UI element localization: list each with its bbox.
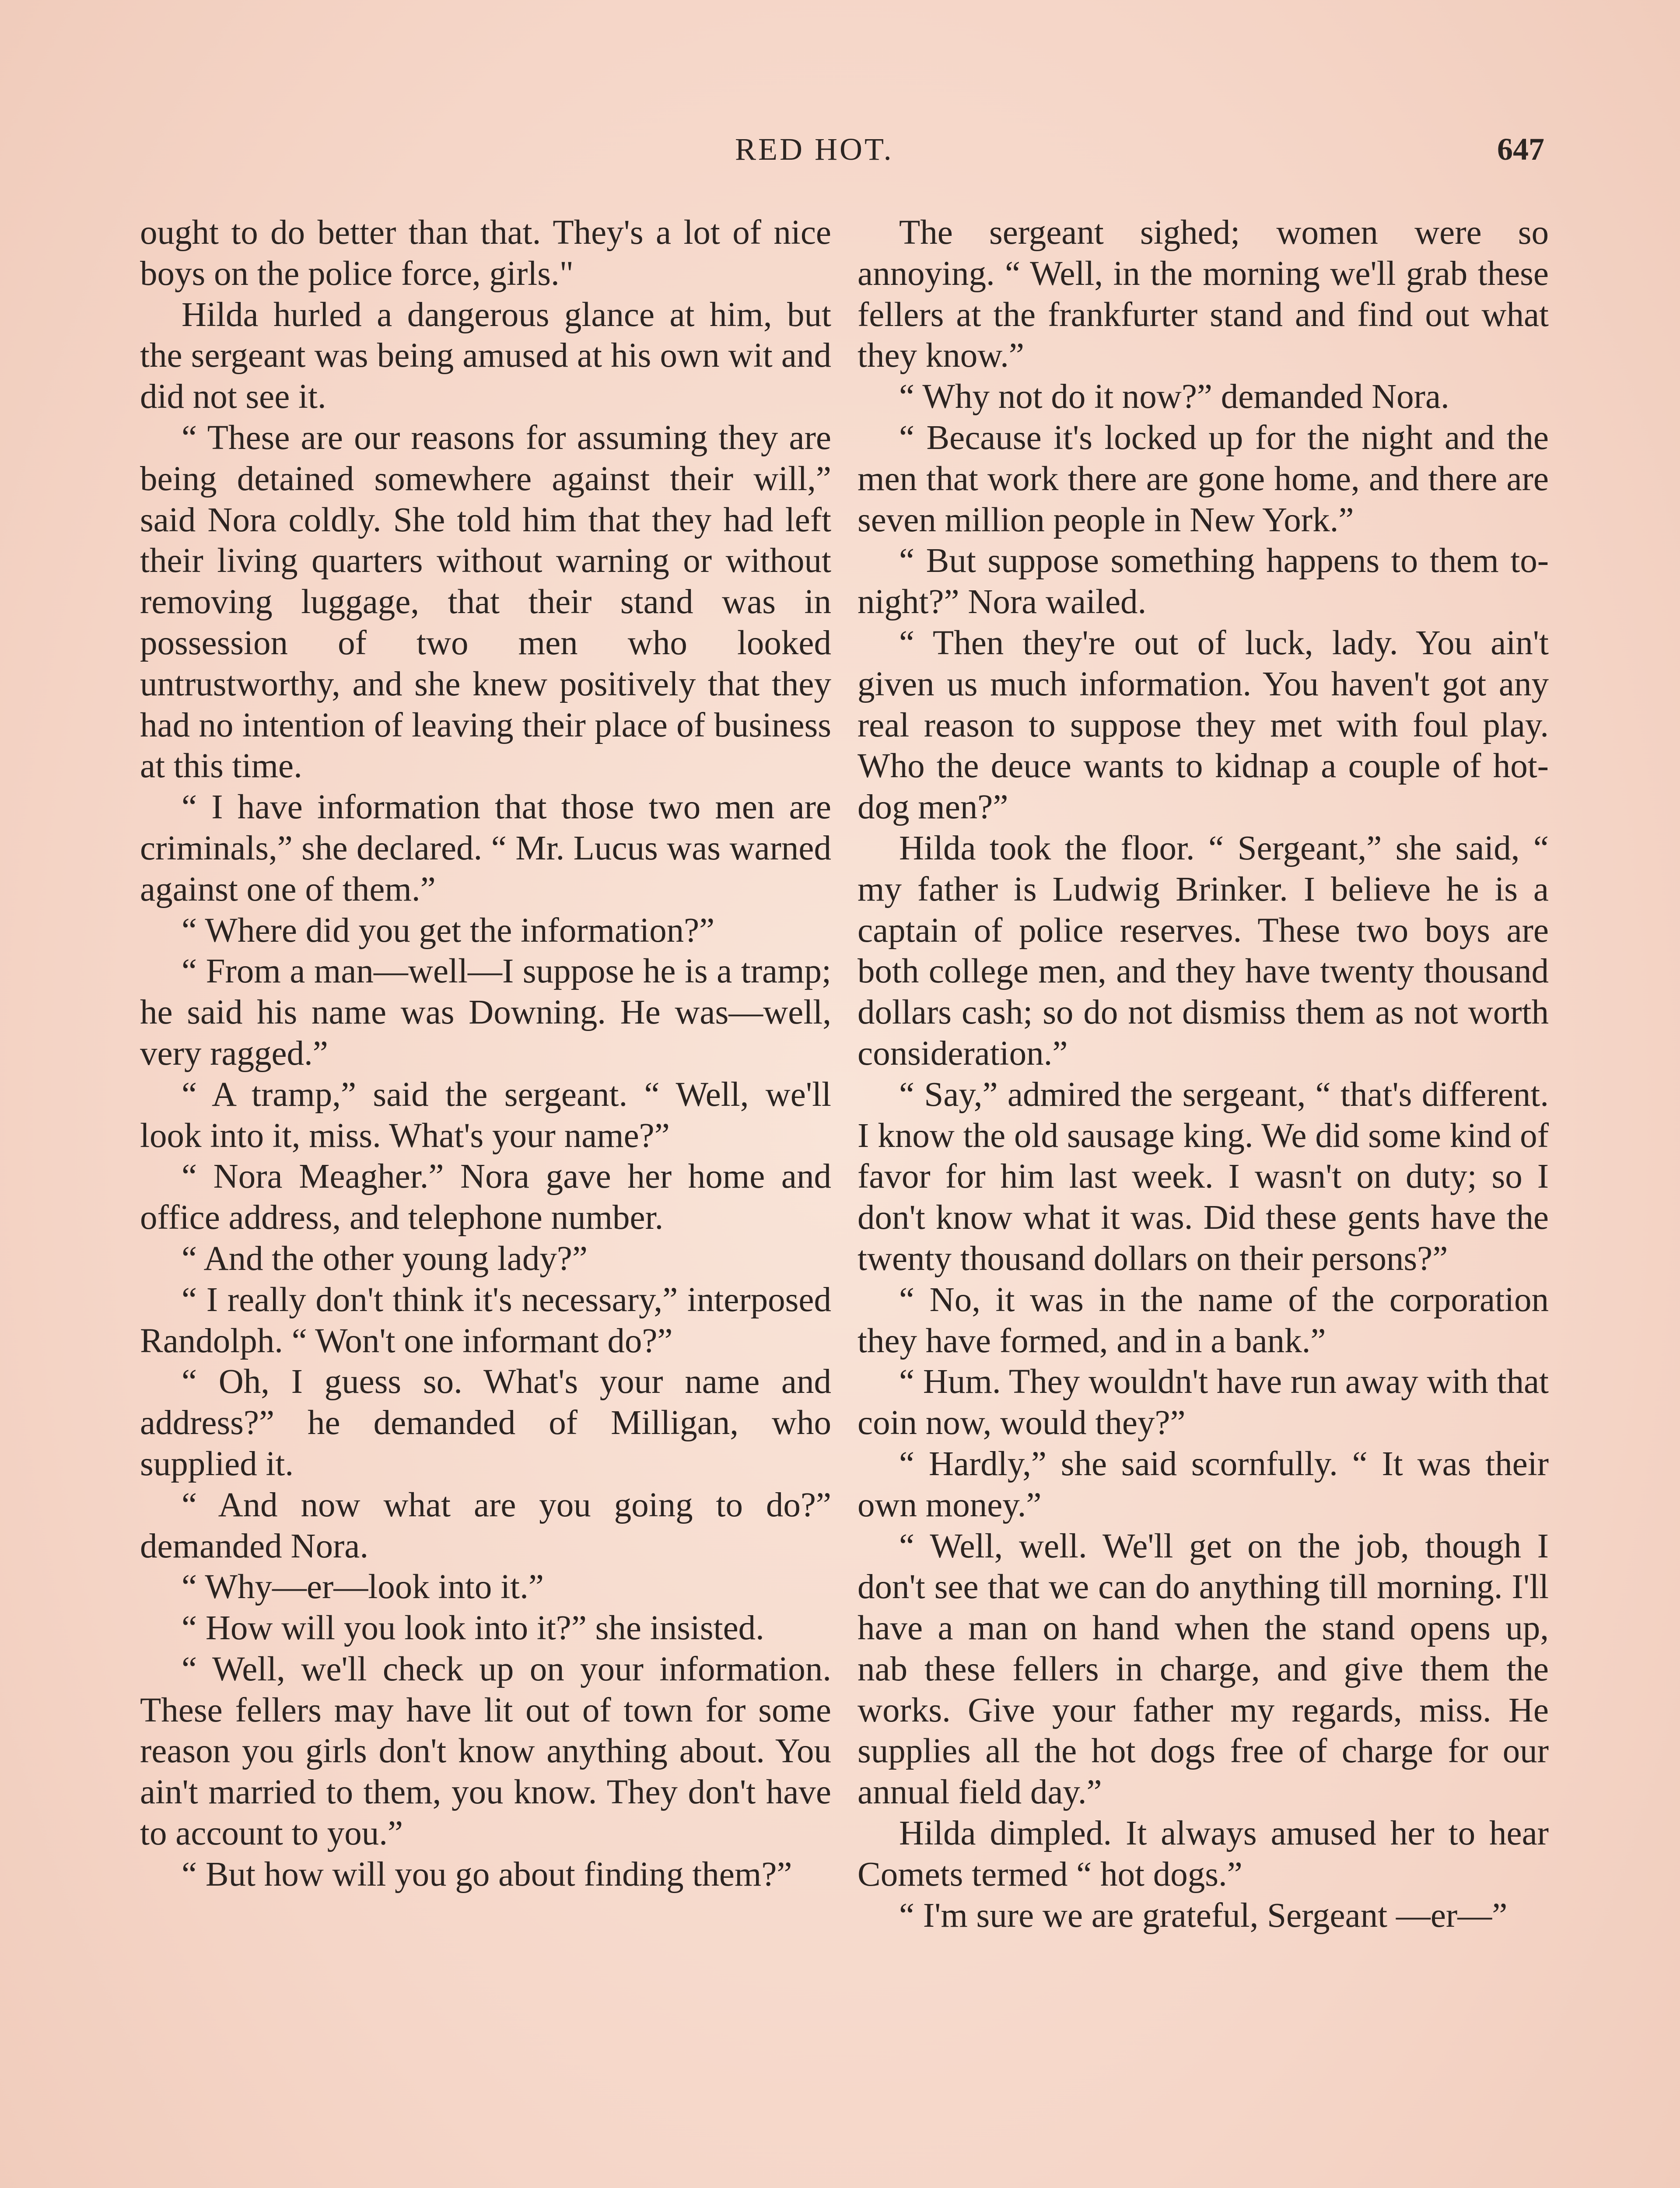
paragraph: “ I'm sure we are grateful, Sergeant —er—”	[899, 1896, 1508, 1935]
paragraph: “ And the other young lady?”	[182, 1239, 588, 1278]
paragraph: “ And now what are you going to do?” demanded Nora.	[140, 1486, 831, 1565]
paragraph: The sergeant sighed; women were so annoying. “ Well, in the morning we'll grab these fellers at the frankfurter stand and find out what they know.”	[858, 214, 1549, 375]
left-text-column	[140, 212, 831, 2188]
paragraph: “ I really don't think it's necessary,” interposed Randolph. “ Won't one informant do?”	[140, 1280, 831, 1360]
paragraph: “ Oh, I guess so. What's your name and address?” he demanded of Milligan, who supplied it.	[140, 1363, 831, 1483]
paragraph: “ Where did you get the information?”	[182, 911, 715, 950]
paragraph: “ Hum. They wouldn't have run away with that coin now, would they?”	[858, 1363, 1549, 1442]
paragraph: ought to do better than that. They's a lot of nice boys on the police force, girls."	[140, 214, 831, 293]
paragraph: “ How will you look into it?” she insisted.	[182, 1609, 764, 1648]
right-text-column	[858, 212, 1549, 2188]
paragraph: “ Say,” admired the sergeant, “ that's different. I know the old sausage king. We did some kind of favor for him last week. I wasn't on duty; so I don't know what it was. Did these gents have the twenty thousand dollars on their persons?”	[858, 1075, 1549, 1278]
paragraph: “ Why—er—look into it.”	[182, 1568, 544, 1606]
paragraph: “ But how will you go about finding them?”	[182, 1855, 792, 1893]
paragraph: “ Then they're out of luck, lady. You ain't given us much information. You haven't got any real reason to suppose they met with foul play. Who the deuce wants to kidnap a couple of hot-dog men?”	[858, 624, 1549, 827]
paragraph: “ I have information that those two men are criminals,” she declared. “ Mr. Lucus was warned against one of them.”	[140, 788, 831, 908]
paragraph: “ Nora Meagher.” Nora gave her home and office address, and telephone number.	[140, 1157, 831, 1237]
paragraph: Hilda hurled a dangerous glance at him, but the sergeant was being amused at his own wit and did not see it.	[140, 295, 831, 416]
paragraph: “ From a man—well—I suppose he is a tramp; he said his name was Downing. He was—well, very ragged.”	[140, 952, 831, 1073]
paragraph: “ But suppose something happens to them to-night?” Nora wailed.	[858, 542, 1549, 621]
paragraph: “ Well, we'll check up on your information. These fellers may have lit out of town for some reason you girls don't know anything about. You ain't married to them, you know. They don't have to account to you.”	[140, 1650, 831, 1853]
paragraph: “ These are our reasons for assuming they are being detained somewhere against their will,” said Nora coldly. She told him that they had left their living quarters without warning or without removing luggage, that their stand was in possession of two men who looked untrustworthy, and she knew positively that they had no intention of leaving their place of business at this time.	[140, 418, 831, 785]
paragraph: “ Well, well. We'll get on the job, though I don't see that we can do anything till morning. I'll have a man on hand when the stand opens up, nab these fellers in charge, and give them the works. Give your father my regards, miss. He supplies all the hot dogs free of charge for our annual field day.”	[858, 1527, 1549, 1812]
paragraph: Hilda dimpled. It always amused her to hear Comets termed “ hot dogs.”	[858, 1814, 1549, 1893]
running-head: RED HOT.	[735, 132, 894, 167]
paragraph: “ No, it was in the name of the corporation they have formed, and in a bank.”	[858, 1280, 1549, 1360]
paragraph: “ Hardly,” she said scornfully. “ It was their own money.”	[858, 1445, 1549, 1524]
paragraph: “ A tramp,” said the sergeant. “ Well, we'll look into it, miss. What's your name?”	[140, 1075, 831, 1155]
paragraph: “ Why not do it now?” demanded Nora.	[899, 378, 1449, 416]
page-number: 647	[1497, 132, 1544, 167]
paragraph: Hilda took the floor. “ Sergeant,” she said, “ my father is Ludwig Brinker. I believe he is a captain of police reserves. These two boys are both college men, and they have twenty thousand dollars cash; so do not dismiss them as not worth consideration.”	[858, 829, 1549, 1073]
paragraph: “ Because it's locked up for the night and the men that work there are gone home, and there are seven million people in New York.”	[858, 418, 1549, 539]
